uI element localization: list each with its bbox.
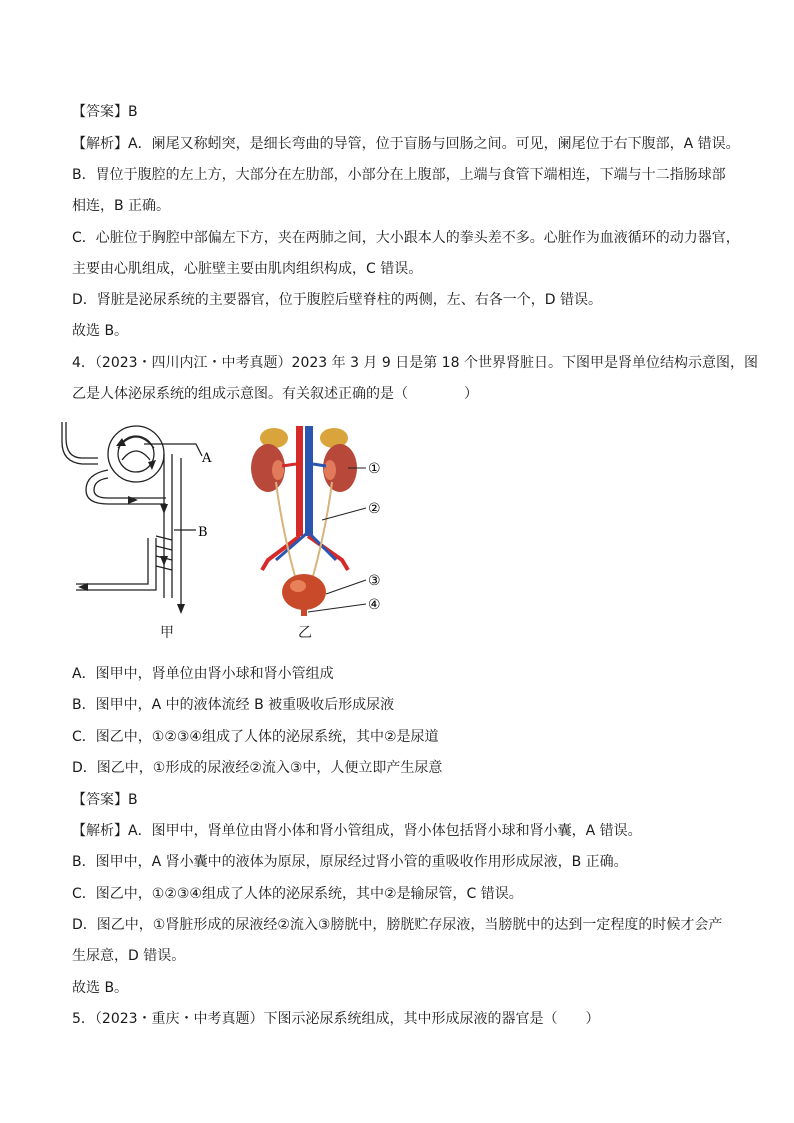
marker-3: ③ [368,573,381,589]
label-b: B [198,525,208,540]
analysis-line-3d: D．肾脏是泌尿系统的主要器官，位于腹腔后壁脊柱的两侧，左、右各一个，D 错误。 [72,292,603,308]
option-d: D．图乙中，①形成的尿液经②流入③中，人便立即产生尿意 [72,760,443,776]
answer-line-4: 【答案】B [72,792,138,808]
marker-1: ① [368,461,381,477]
analysis-line-4d-cont: 生尿意，D 错误。 [72,948,186,964]
label-a: A [202,451,212,466]
question-4-figure [56,418,396,640]
nephron-diagram [56,418,226,618]
question-5-stem: 5．（2023・重庆・中考真题）下图示泌尿系统组成，其中形成尿液的器官是（ ） [72,1011,600,1027]
analysis-line-4a: 【解析】A．图甲中，肾单位由肾小体和肾小管组成，肾小体包括肾小球和肾小囊，A 错误。 [72,823,642,839]
analysis-line-3c-cont: 主要由心肌组成，心脏壁主要由肌肉组织构成，C 错误。 [72,261,423,277]
option-a: A．图甲中，肾单位由肾小球和肾小管组成 [72,666,334,682]
marker-4: ④ [368,597,381,613]
analysis-line-3b-cont: 相连，B 正确。 [72,198,171,214]
option-c: C．图乙中，①②③④组成了人体的泌尿系统，其中②是尿道 [72,729,439,745]
question-4-stem: 4．（2023・四川内江・中考真题）2023 年 3 月 9 日是第 18 个世界肾脏日。下图甲是肾单位结构示意图，图 [72,355,758,371]
urinary-system-diagram [238,420,398,620]
analysis-line-3c: C．心脏位于胸腔中部偏左下方，夹在两肺之间，大小跟本人的拳头差不多。心脏作为血液循环的动力器官， [72,230,740,246]
option-b: B．图甲中，A 中的液体流经 B 被重吸收后形成尿液 [72,697,395,713]
question-4-stem-cont: 乙是人体泌尿系统的组成示意图。有关叙述正确的是（ ） [72,386,478,402]
analysis-line-4c: C．图乙中，①②③④组成了人体的泌尿系统，其中②是输尿管，C 错误。 [72,886,523,902]
answer-line-3: 【答案】B [72,104,138,120]
analysis-line-4b: B．图甲中，A 肾小囊中的液体为原尿，原尿经过肾小管的重吸收作用形成尿液，B 正确。 [72,854,628,870]
caption-yi: 乙 [298,625,312,641]
marker-2: ② [368,501,381,517]
analysis-line-4d: D．图乙中，①肾脏形成的尿液经②流入③膀胱中，膀胱贮存尿液，当膀胱中的达到一定程度的时候才会产 [72,917,723,933]
conclusion-line-3: 故选 B。 [72,323,129,339]
caption-jia: 甲 [160,625,174,641]
conclusion-line-4: 故选 B。 [72,980,129,996]
analysis-line-3b: B．胃位于腹腔的左上方，大部分在左肋部，小部分在上腹部，上端与食管下端相连，下端与十二指肠球部 [72,167,726,183]
analysis-line-3a: 【解析】A．阑尾又称蚓突，是细长弯曲的导管，位于盲肠与回肠之间。可见，阑尾位于右下腹部，A 错误。 [72,136,740,152]
